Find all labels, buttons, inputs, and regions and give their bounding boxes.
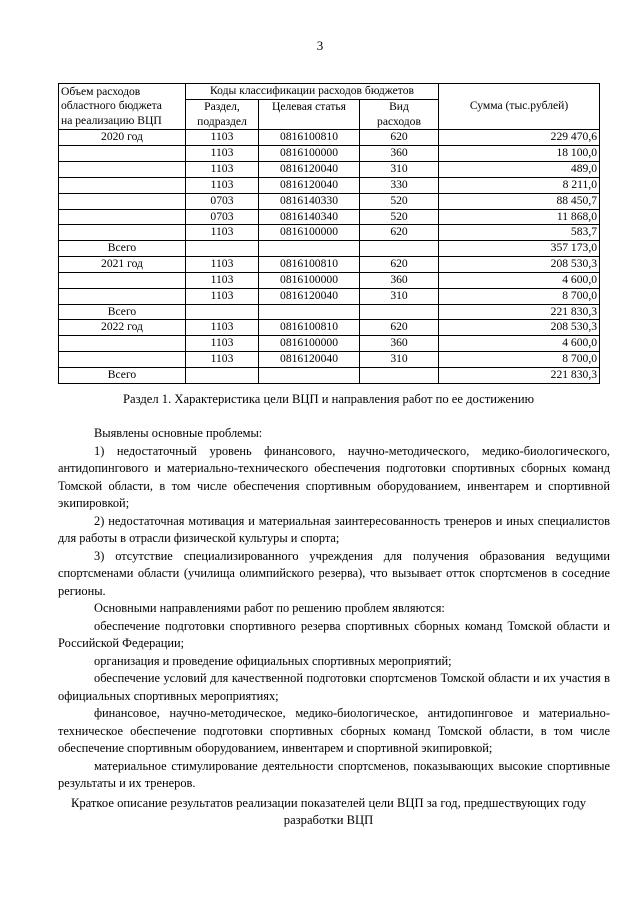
table-row: [59, 272, 600, 288]
header-section-line: Раздел,: [204, 99, 240, 113]
header-section: [186, 99, 259, 130]
kind-cell: 310: [360, 162, 439, 178]
kind-cell: 360: [360, 272, 439, 288]
sum-cell: 4 600,0: [439, 336, 600, 352]
target-cell: [259, 367, 360, 383]
year-cell: [59, 162, 186, 178]
table-row: [59, 352, 600, 368]
year-cell: [59, 336, 186, 352]
sum-cell: 208 530,3: [439, 257, 600, 273]
year-cell: 2020 год: [59, 130, 186, 146]
target-cell: 0816120040: [259, 162, 360, 178]
section-1-title: Раздел 1. Характеристика цели ВЦП и направления работ по ее достижению: [123, 392, 534, 406]
year-cell: [59, 352, 186, 368]
table-row: [59, 177, 600, 193]
paragraph: материальное стимулирование деятельности спортсменов, показывающих высокие спортивные результаты и их тренеров.: [58, 758, 610, 790]
table-body: [59, 130, 600, 383]
kind-cell: 310: [360, 288, 439, 304]
target-cell: 0816120040: [259, 177, 360, 193]
year-cell: [59, 288, 186, 304]
section-cell: [186, 304, 259, 320]
table-row: [59, 241, 600, 257]
year-cell: [59, 209, 186, 225]
paragraph: обеспечение подготовки спортивного резерва спортивных сборных команд Томской области и Российской Федерации;: [58, 618, 610, 650]
header-kind: [360, 99, 439, 130]
kind-cell: 310: [360, 352, 439, 368]
target-cell: 0816140330: [259, 193, 360, 209]
target-cell: 0816100000: [259, 272, 360, 288]
table-row: [59, 367, 600, 383]
header-volume-line: Объем расходов: [61, 84, 141, 98]
section-cell: 0703: [186, 209, 259, 225]
section-cell: 1103: [186, 146, 259, 162]
year-cell: 2021 год: [59, 257, 186, 273]
sum-cell: 88 450,7: [439, 193, 600, 209]
header-sum: Сумма (тыс.рублей): [439, 84, 600, 130]
sum-cell: 357 173,0: [439, 241, 600, 257]
header-kind-line: Вид: [389, 99, 409, 113]
table-row: [59, 193, 600, 209]
sum-cell: 8 700,0: [439, 288, 600, 304]
sum-cell: 4 600,0: [439, 272, 600, 288]
year-cell: 2022 год: [59, 320, 186, 336]
target-cell: [259, 241, 360, 257]
section-cell: 1103: [186, 130, 259, 146]
kind-cell: [360, 304, 439, 320]
sum-cell: 489,0: [439, 162, 600, 178]
section-cell: 1103: [186, 320, 259, 336]
sum-cell: 11 868,0: [439, 209, 600, 225]
kind-cell: 330: [360, 177, 439, 193]
section-cell: 0703: [186, 193, 259, 209]
sum-cell: 221 830,3: [439, 367, 600, 383]
target-cell: 0816120040: [259, 352, 360, 368]
sum-cell: 208 530,3: [439, 320, 600, 336]
table-row: [59, 257, 600, 273]
target-cell: 0816120040: [259, 288, 360, 304]
table-row: [59, 288, 600, 304]
sum-cell: 8 211,0: [439, 177, 600, 193]
sum-cell: 583,7: [439, 225, 600, 241]
target-cell: 0816100000: [259, 336, 360, 352]
sum-cell: 229 470,6: [439, 130, 600, 146]
section-cell: 1103: [186, 352, 259, 368]
header-target: Целевая статья: [259, 99, 360, 130]
section-cell: 1103: [186, 272, 259, 288]
table-row: [59, 225, 600, 241]
body-text: [58, 425, 610, 793]
budget-table: [58, 83, 600, 384]
sum-cell: 8 700,0: [439, 352, 600, 368]
year-cell: Всего: [59, 304, 186, 320]
kind-cell: 360: [360, 146, 439, 162]
kind-cell: 360: [360, 336, 439, 352]
year-cell: Всего: [59, 241, 186, 257]
header-kind-line: расходов: [377, 114, 421, 128]
table-row: [59, 336, 600, 352]
paragraph: Основными направлениями работ по решению проблем являются:: [94, 601, 445, 615]
kind-cell: 520: [360, 193, 439, 209]
kind-cell: 620: [360, 257, 439, 273]
sum-cell: 18 100,0: [439, 146, 600, 162]
section-cell: [186, 241, 259, 257]
target-cell: 0816140340: [259, 209, 360, 225]
header-volume-line: на реализацию ВЦП: [61, 114, 162, 128]
section-cell: 1103: [186, 257, 259, 273]
header-volume: [59, 84, 186, 130]
table-row: [59, 130, 600, 146]
paragraph: финансовое, научно-методическое, медико-биологическое, антидопинговое и материально-техническое обеспечение подготовки спортивных сборных команд Томской области, в том числе обеспечение спортивным оборудованием, инвентарем и спортивной экипировкой;: [58, 706, 610, 755]
year-cell: [59, 146, 186, 162]
target-cell: 0816100000: [259, 146, 360, 162]
section-cell: 1103: [186, 225, 259, 241]
paragraph: обеспечение условий для качественной подготовки спортсменов Томской области и их участия в официальных спортивных мероприятиях;: [58, 671, 610, 703]
sum-cell: 221 830,3: [439, 304, 600, 320]
paragraph: 3) отсутствие специализированного учреждения для получения образования ведущими спортсменами области (училища олимпийского резерва), что вызывает отток спортсменов в соседние регионы.: [58, 548, 610, 598]
section-cell: 1103: [186, 288, 259, 304]
kind-cell: [360, 367, 439, 383]
table-row: [59, 162, 600, 178]
paragraph: организация и проведение официальных спортивных мероприятий;: [94, 653, 452, 668]
year-cell: [59, 272, 186, 288]
kind-cell: 620: [360, 130, 439, 146]
target-cell: [259, 304, 360, 320]
paragraph: 2) недостаточная мотивация и материальная заинтересованность тренеров и иных специалистов для работы в отрасли физической культуры и спорта;: [58, 513, 610, 545]
paragraph: 1) недостаточный уровень финансового, научно-методического, медико-биологического, антидопингового и материально-технического обеспечения подготовки спортивных сборных команд Томской области, в том числе обеспечения спортивным оборудованием, инвентарем и спортивной экипировкой;: [58, 443, 610, 510]
section-cell: 1103: [186, 177, 259, 193]
target-cell: 0816100000: [259, 225, 360, 241]
year-cell: [59, 193, 186, 209]
table-row: [59, 304, 600, 320]
section-cell: 1103: [186, 162, 259, 178]
header-volume-line: областного бюджета: [61, 99, 162, 113]
header-codes-group: Коды классификации расходов бюджетов: [186, 84, 439, 100]
section-cell: [186, 367, 259, 383]
target-cell: 0816100810: [259, 130, 360, 146]
table-row: [59, 320, 600, 336]
paragraph: Выявлены основные проблемы:: [94, 426, 263, 440]
kind-cell: 620: [360, 320, 439, 336]
target-cell: 0816100810: [259, 257, 360, 273]
year-cell: [59, 177, 186, 193]
year-cell: [59, 225, 186, 241]
section-cell: 1103: [186, 336, 259, 352]
target-cell: 0816100810: [259, 320, 360, 336]
kind-cell: [360, 241, 439, 257]
kind-cell: 520: [360, 209, 439, 225]
table-row: [59, 146, 600, 162]
table-row: [59, 209, 600, 225]
year-cell: Всего: [59, 367, 186, 383]
table-header-row: [59, 84, 600, 100]
page-number: 3: [316, 38, 324, 53]
header-section-line: подраздел: [197, 114, 247, 128]
kind-cell: 620: [360, 225, 439, 241]
summary-title: Краткое описание результатов реализации показателей цели ВЦП за год, предшествующих году разработки ВЦП: [70, 796, 587, 827]
